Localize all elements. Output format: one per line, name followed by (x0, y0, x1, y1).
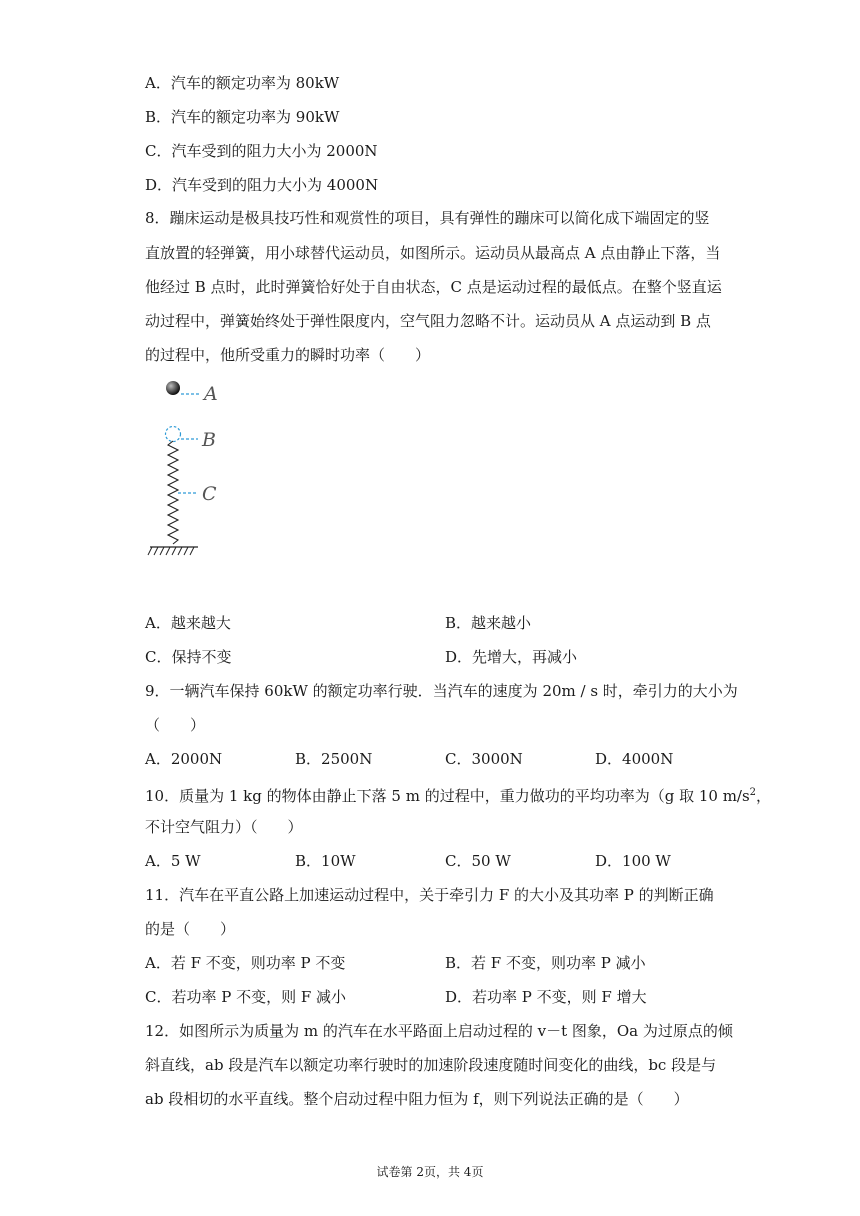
q8-stem-line-2: 直放置的轻弹簧，用小球替代运动员，如图所示。运动员从最高点 A 点由静止下落，当 (145, 244, 721, 262)
q12-stem-line-3: ab 段相切的水平直线。整个启动过程中阻力恒为 f，则下列说法正确的是（ ） (145, 1090, 689, 1108)
q9-stem-line-2: （ ） (145, 716, 206, 734)
ball-at-a (166, 381, 180, 395)
q11-option-d: D．若功率 P 不变，则 F 增大 (445, 988, 647, 1006)
q9-option-a: A．2000N (145, 750, 223, 768)
q10-options-row (145, 851, 725, 871)
q8-stem-line-5: 的过程中，他所受重力的瞬时功率（ ） (145, 346, 431, 364)
ball-outline-at-b (166, 427, 181, 442)
label-c: C (202, 483, 217, 505)
q9-option-b: B．2500N (295, 750, 373, 768)
label-b: B (202, 429, 216, 451)
q11-option-a: A．若 F 不变，则功率 P 不变 (145, 954, 346, 972)
q9-options-row (145, 749, 725, 769)
q11-option-c: C．若功率 P 不变，则 F 减小 (145, 988, 347, 1006)
q11-stem-line-2: 的是（ ） (145, 920, 236, 938)
q8-options-row-1 (145, 613, 725, 633)
q8-option-d: D．先增大，再减小 (445, 648, 578, 666)
q12-stem-line-1: 12．如图所示为质量为 m 的汽车在水平路面上启动过程的 v－t 图象，Oa 为过原点的倾 (145, 1022, 733, 1040)
q11-option-b: B．若 F 不变，则功率 P 减小 (445, 954, 646, 972)
q8-option-a: A．越来越大 (145, 614, 231, 632)
q8-stem-line-1: 8．蹦床运动是极具技巧性和观赏性的项目，具有弹性的蹦床可以简化成下端固定的竖 (145, 209, 710, 227)
q10-option-d: D．100 W (595, 852, 671, 870)
q10-stem-line-2: 不计空气阻力）（ ） (145, 818, 303, 836)
q8-stem-line-4: 动过程中，弹簧始终处于弹性限度内，空气阻力忽略不计。运动员从 A 点运动到 B 点 (145, 312, 711, 330)
q11-options-row-1 (145, 953, 725, 973)
q10-option-b: B．10W (295, 852, 356, 870)
q10-stem-main: 10．质量为 1 kg 的物体由静止下落 5 m 的过程中，重力做功的平均功率为（g 取 10 m/s (145, 787, 750, 805)
q10-option-a: A．5 W (145, 852, 201, 870)
page-footer: 试卷第 2页，共 4页 (376, 1165, 484, 1179)
q10-option-c: C．50 W (445, 852, 511, 870)
q11-options-row-2 (145, 987, 725, 1007)
q8-option-b: B．越来越小 (445, 614, 532, 632)
spring-diagram (140, 372, 250, 567)
q7-option-a: A．汽车的额定功率为 80kW (145, 74, 340, 92)
q9-option-c: C．3000N (445, 750, 523, 768)
q12-stem-line-2: 斜直线，ab 段是汽车以额定功率行驶时的加速阶段速度随时间变化的曲线，bc 段是与 (145, 1056, 717, 1074)
spring-coil (168, 441, 178, 544)
q10-superscript: 2 (749, 787, 757, 798)
q7-option-d: D．汽车受到的阻力大小为 4000N (145, 176, 379, 194)
q10-stem-end: ， (756, 787, 772, 805)
q7-option-b: B．汽车的额定功率为 90kW (145, 108, 340, 126)
q9-stem-line-1: 9．一辆汽车保持 60kW 的额定功率行驶．当汽车的速度为 20m / s 时，牵引力的大小为 (145, 682, 738, 700)
label-a: A (204, 383, 218, 405)
q8-option-c: C．保持不变 (145, 648, 232, 666)
q7-option-c: C．汽车受到的阻力大小为 2000N (145, 142, 378, 160)
q9-option-d: D．4000N (595, 750, 674, 768)
q8-stem-line-3: 他经过 B 点时，此时弹簧恰好处于自由状态，C 点是运动过程的最低点。在整个竖直运 (145, 278, 722, 296)
q10-stem-line-1 (145, 783, 771, 806)
q8-options-row-2 (145, 647, 725, 667)
q11-stem-line-1: 11．汽车在平直公路上加速运动过程中，关于牵引力 F 的大小及其功率 P 的判断正确 (145, 886, 714, 904)
trampoline-spring-figure (140, 372, 250, 567)
ground-hatching (148, 547, 194, 555)
